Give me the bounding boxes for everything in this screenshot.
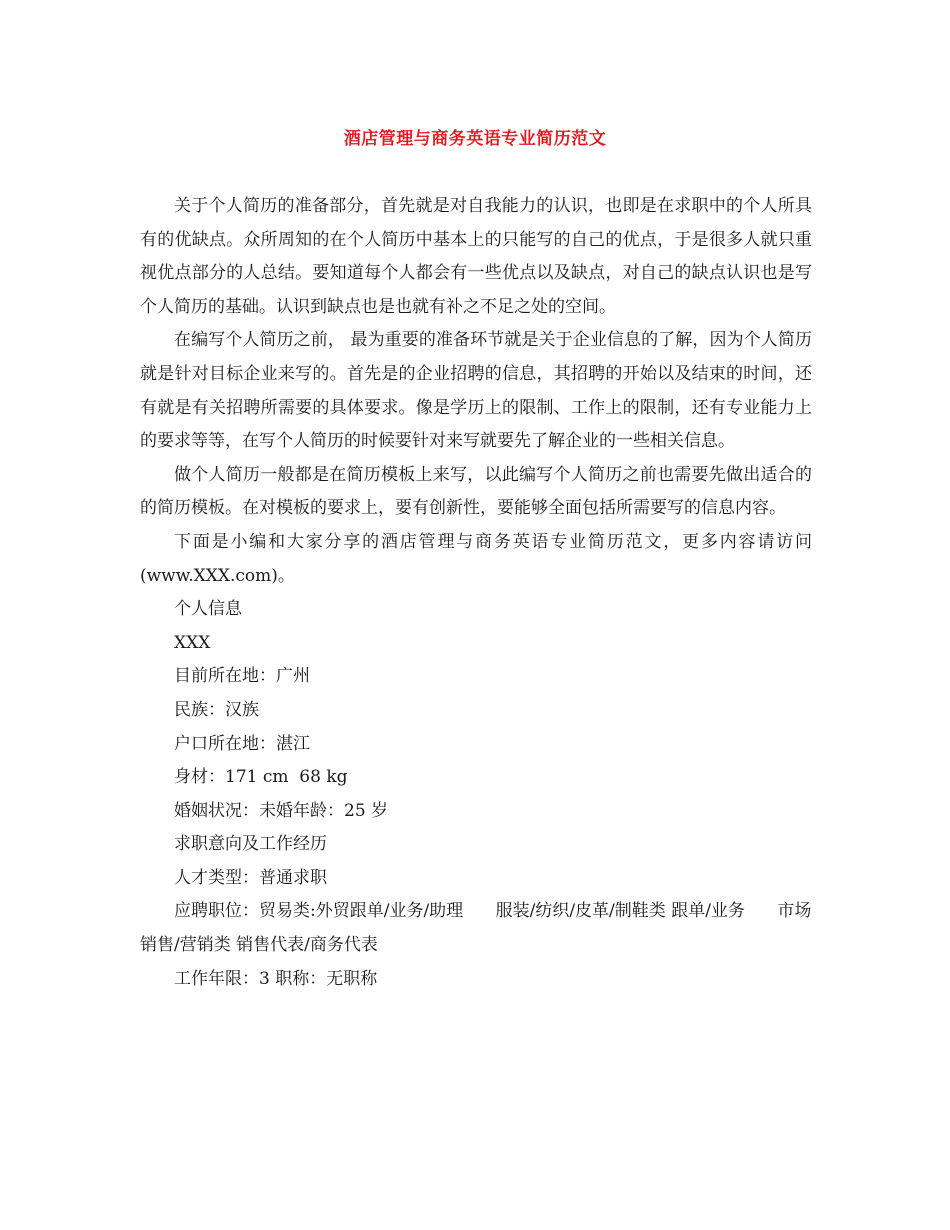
- document-body: [140, 190, 812, 996]
- resume-name: XXX: [174, 632, 211, 653]
- resume-body-stats: 身材：171 cm 68 kg: [174, 767, 348, 788]
- paragraph-4: 下面是小编和大家分享的酒店管理与商务英语专业简历范文，更多内容请访问(www.XXX.com)。: [140, 531, 812, 586]
- document-title: 酒店管理与商务英语专业简历范文: [343, 129, 607, 149]
- section-heading-personal-info: 个人信息: [174, 599, 242, 620]
- resume-location: 目前所在地：广州: [174, 666, 310, 687]
- section-heading-job-intent: 求职意向及工作经历: [174, 834, 327, 855]
- resume-hukou: 户口所在地：湛江: [174, 733, 310, 754]
- resume-ethnicity: 民族：汉族: [174, 699, 259, 720]
- paragraph-1: 关于个人简历的准备部分，首先就是对自我能力的认识，也即是在求职中的个人所具有的优缺点。众所周知的在个人简历中基本上的只能写的自己的优点，于是很多人就只重视优点部分的人总结。要知道每个人都会有一些优点以及缺点，对自己的缺点认识也是写个人简历的基础。认识到缺点也是也就有补之不足之处的空间。: [140, 196, 812, 317]
- resume-marital-age: 婚姻状况：未婚年龄：25 岁: [174, 800, 389, 821]
- resume-work-years: 工作年限：3 职称：无职称: [174, 968, 378, 989]
- resume-positions: 应聘职位：贸易类:外贸跟单/业务/助理 服装/纺织/皮革/制鞋类 跟单/业务 市场销售/营销类 销售代表/商务代表: [140, 901, 812, 956]
- paragraph-2: 在编写个人简历之前， 最为重要的准备环节就是关于企业信息的了解，因为个人简历就是针对目标企业来写的。首先是的企业招聘的信息，其招聘的开始以及结束的时间，还有就是有关招聘所需要的具体要求。像是学历上的限制、工作上的限制，还有专业能力上的要求等等，在写个人简历的时候要针对来写就要先了解企业的一些相关信息。: [140, 330, 812, 452]
- resume-talent-type: 人才类型：普通求职: [174, 867, 327, 888]
- paragraph-3: 做个人简历一般都是在简历模板上来写，以此编写个人简历之前也需要先做出适合的的简历模板。在对模板的要求上，要有创新性，要能够全面包括所需要写的信息内容。: [140, 464, 812, 519]
